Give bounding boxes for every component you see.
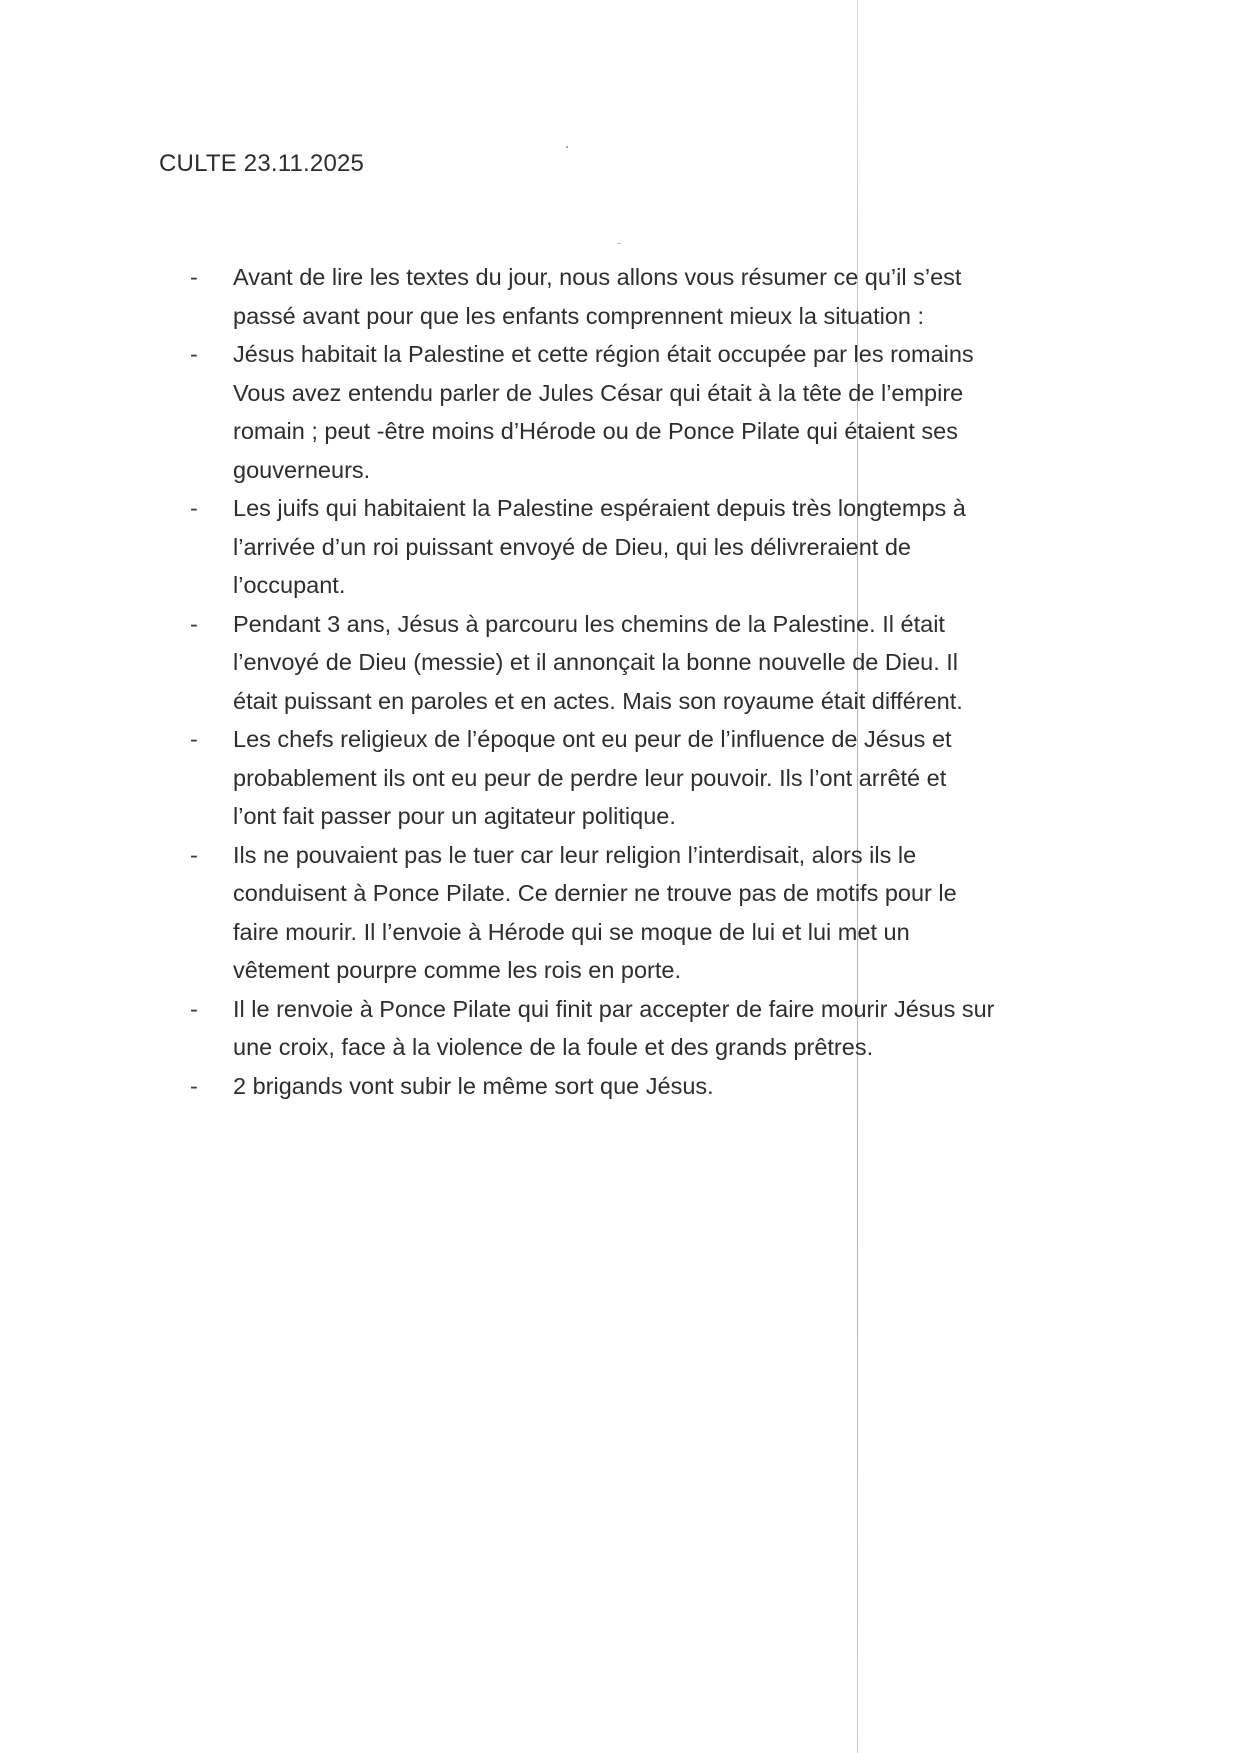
list-item-text-line: l’envoyé de Dieu (messie) et il annonçait la bonne nouvelle de Dieu. Il (233, 649, 959, 675)
bullet-dash-icon: - (190, 995, 198, 1022)
list-item-text-line: Vous avez entendu parler de Jules César qui était à la tête de l’empire (233, 379, 964, 406)
bullet-dash-icon: - (190, 610, 198, 637)
list-item-text-line: l’occupant. (233, 572, 346, 598)
list-item (190, 489, 1100, 605)
bullet-dash-icon: - (190, 264, 198, 290)
list-item (190, 605, 1100, 721)
list-item (190, 836, 1100, 990)
list-item-text-line: Avant de lire les textes du jour, nous allons vous résumer ce qu’il s’est (233, 264, 962, 290)
list-item-text-line: 2 brigands vont subir le même sort que Jésus. (233, 1072, 714, 1099)
bullet-dash-icon: - (190, 341, 198, 367)
scan-speck (566, 146, 568, 148)
list-item (190, 720, 1100, 836)
list-item (190, 258, 1100, 335)
list-item-text-line: vêtement pourpre comme les rois en porte. (233, 957, 682, 983)
list-item-text-line: Ils ne pouvaient pas le tuer car leur religion l’interdisait, alors ils le (233, 841, 917, 868)
list-item-text-line: était puissant en paroles et en actes. Mais son royaume était différent. (233, 687, 963, 714)
list-item-text-line: probablement ils ont eu peur de perdre leur pouvoir. Ils l’ont arrêté et (233, 764, 947, 791)
list-item-text-line: Les juifs qui habitaient la Palestine espéraient depuis très longtemps à (233, 495, 966, 521)
bullet-dash-icon: - (190, 495, 198, 521)
bullet-list (190, 258, 1100, 1105)
list-item (190, 335, 1100, 489)
list-item-text-line: passé avant pour que les enfants comprennent mieux la situation : (233, 302, 925, 329)
list-item (190, 990, 1100, 1067)
bullet-dash-icon: - (190, 726, 198, 752)
list-item-text-line: romain ; peut -être moins d’Hérode ou de Ponce Pilate qui étaient ses (233, 418, 959, 444)
list-item-text-line: l’arrivée d’un roi puissant envoyé de Dieu, qui les délivreraient de (233, 533, 911, 560)
list-item-text-line: l’ont fait passer pour un agitateur politique. (233, 803, 676, 829)
list-item-text-line: Jésus habitait la Palestine et cette région était occupée par les romains (233, 341, 974, 367)
list-item-text-line: Pendant 3 ans, Jésus à parcouru les chemins de la Palestine. Il était (233, 610, 945, 637)
list-item-text-line: une croix, face à la violence de la foule et des grands prêtres. (233, 1034, 874, 1060)
list-item-text-line: Il le renvoie à Ponce Pilate qui finit par accepter de faire mourir Jésus sur (233, 995, 995, 1022)
document-title: CULTE 23.11.2025 (159, 150, 365, 177)
bullet-dash-icon: - (190, 841, 198, 868)
scan-speck (617, 243, 621, 244)
list-item-text-line: gouverneurs. (233, 456, 371, 483)
bullet-dash-icon: - (190, 1072, 198, 1099)
list-item-text-line: faire mourir. Il l’envoie à Hérode qui se moque de lui et lui met un (233, 918, 910, 945)
list-item (190, 1067, 1100, 1106)
list-item-text-line: Les chefs religieux de l’époque ont eu peur de l’influence de Jésus et (233, 726, 952, 752)
list-item-text-line: conduisent à Ponce Pilate. Ce dernier ne trouve pas de motifs pour le (233, 880, 957, 906)
